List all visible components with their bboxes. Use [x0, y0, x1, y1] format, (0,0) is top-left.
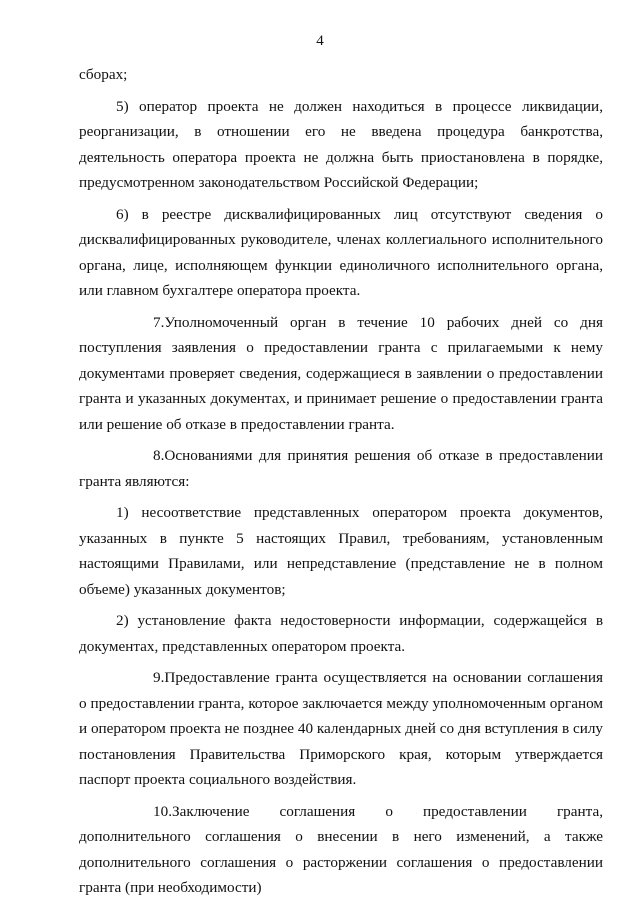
clause-text: Уполномоченный орган в течение 10 рабочих дней со дня поступления заявления о предоставлении гранта с прилагаемыми к нему документами проверяет сведения, содержащиеся в заявлении о предоставлении гранта и указанных документах, и принимает решение о предоставлении гранта или решение об отказе в предоставлении гранта. — [79, 313, 603, 433]
clause-text: Заключение соглашения о предоставлении гранта, дополнительного соглашения о внесении в него изменений, а также дополнительного соглашения о расторжении соглашения о предоставлении гранта (при необходимости) — [79, 802, 603, 896]
paragraph-continuation: сборах; — [79, 66, 128, 83]
paragraph-subitem-1: 1) несоответствие представленных оператором проекта документов, указанных в пункте 5 настоящих Правил, требованиям, установленным настоящими Правилами, или непредставление (представление не в полном объеме) указанных документов; — [79, 504, 603, 598]
paragraph-clause-9 — [79, 665, 603, 793]
page-number: 4 — [316, 33, 324, 49]
paragraph-item-5: 5) оператор проекта не должен находиться в процессе ликвидации, реорганизации, в отношении его не введена процедура банкротства, деятельность оператора проекта не должна быть приостановлена в порядке, предусмотренном законодательством Российской Федерации; — [79, 97, 603, 191]
clause-number: 9. — [153, 669, 165, 686]
clause-text: Основаниями для принятия решения об отказе в предоставлении гранта являются: — [79, 447, 603, 490]
paragraph-item-6: 6) в реестре дисквалифицированных лиц отсутствуют сведения о дисквалифицированных руководителе, членах коллегиального исполнительного органа, лице, исполняющем функции единоличного исполнительного органа, или главном бухгалтере оператора проекта. — [79, 205, 603, 299]
paragraph-clause-8 — [79, 443, 603, 494]
clause-number: 10. — [153, 802, 172, 820]
clause-number: 7. — [153, 313, 165, 331]
paragraph-subitem-2: 2) установление факта недостоверности информации, содержащейся в документах, представленных оператором проекта. — [79, 612, 603, 655]
clause-text: Предоставление гранта осуществляется на основании соглашения о предоставлении гранта, которое заключается между уполномоченным органом и оператором проекта не позднее 40 календарных дней со дня вступления в силу постановления Правительства Приморского края, которым утверждается паспорт проекта социального воздействия. — [79, 669, 603, 788]
document-body — [79, 62, 603, 907]
paragraph-clause-7 — [79, 310, 603, 438]
paragraph-clause-10 — [79, 799, 603, 901]
clause-number: 8. — [153, 447, 165, 464]
